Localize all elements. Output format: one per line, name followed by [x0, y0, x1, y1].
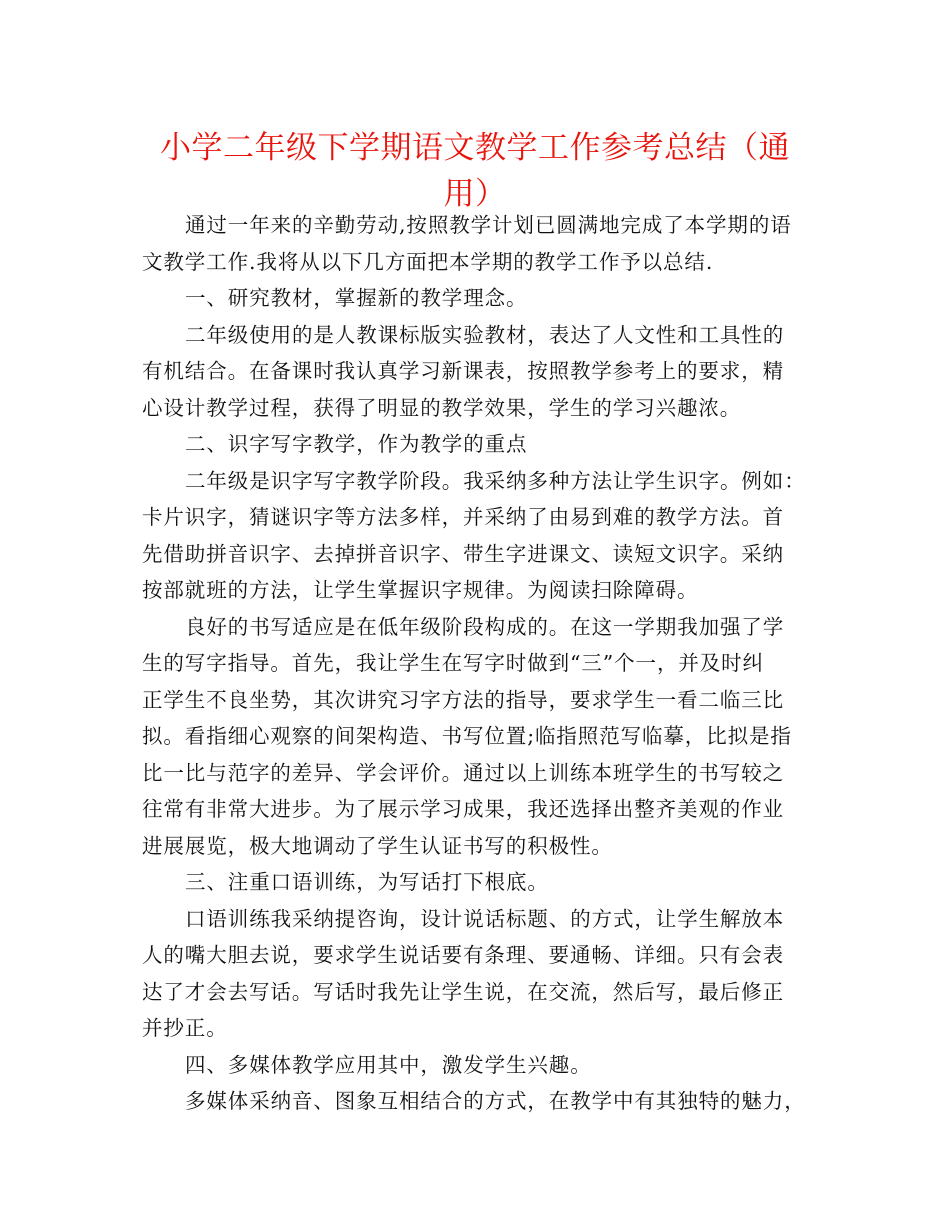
text-line: 文教学工作.我将从以下几方面把本学期的教学工作予以总结. [142, 249, 714, 274]
text-line: 良好的书写适应是在低年级阶段构成的。在这一学期我加强了学 [185, 614, 785, 639]
document-title [150, 125, 800, 217]
text-line: 并抄正。 [142, 1016, 228, 1040]
section-heading: 二、识字写字教学，作为教学的重点 [185, 432, 528, 456]
section-heading: 四、多媒体教学应用其中，激发学生兴趣。 [185, 1052, 592, 1077]
text-line: 卡片识字，猜谜识字等方法多样，并采纳了由易到难的教学方法。首 [142, 505, 784, 529]
text-line: 多媒体采纳音、图象互相结合的方式，在教学中有其独特的魅力， [185, 1089, 806, 1113]
text-line: 正学生不良坐势，其次讲究习字方法的指导，要求学生一看二临三比 [142, 687, 784, 712]
text-line: 比一比与范字的差异、学会评价。通过以上训练本班学生的书写较之 [142, 760, 784, 785]
title-line-2: 用） [443, 176, 507, 212]
document-body [142, 207, 812, 1120]
text-line: 拟。看指细心观察的间架构造、书写位置;临指照范写临摹，比拟是指 [142, 724, 792, 748]
section-heading: 一、研究教材，掌握新的教学理念。 [185, 286, 528, 310]
text-line: 有机结合。在备课时我认真学习新课表，按照教学参考上的要求，精 [142, 359, 784, 383]
text-line: 二年级是识字写字教学阶段。我采纳多种方法让学生识字。例如： [185, 468, 806, 493]
text-line: 通过一年来的辛勤劳动,按照教学计划已圆满地完成了本学期的语 [185, 213, 792, 237]
title-line-1: 小学二年级下学期语文教学工作参考总结（通 [160, 130, 790, 166]
text-line: 人的嘴大胆去说，要求学生说话要有条理、要通畅、详细。只有会表 [142, 943, 784, 967]
text-line: 往常有非常大进步。为了展示学习成果，我还选择出整齐美观的作业 [142, 797, 784, 821]
text-line: 按部就班的方法，让学生掌握识字规律。为阅读扫除障碍。 [142, 578, 699, 602]
text-line: 口语训练我采纳提咨询，设计说话标题、的方式，让学生解放本 [185, 906, 785, 931]
text-line: 心设计教学过程，获得了明显的教学效果，学生的学习兴趣浓。 [142, 395, 742, 420]
text-line: 进展展览，极大地调动了学生认证书写的积极性。 [142, 833, 613, 858]
section-heading: 三、注重口语训练，为写话打下根底。 [185, 870, 549, 894]
text-line: 二年级使用的是人教课标版实验教材，表达了人文性和工具性的 [185, 322, 785, 347]
text-line: 达了才会去写话。写话时我先让学生说，在交流，然后写，最后修正 [142, 979, 784, 1004]
text-line: 先借助拼音识字、去掉拼音识字、带生字进课文、读短文识字。采纳 [142, 541, 784, 566]
text-line: 生的写字指导。首先，我让学生在写字时做到“三”个一，并及时纠 [142, 651, 764, 675]
